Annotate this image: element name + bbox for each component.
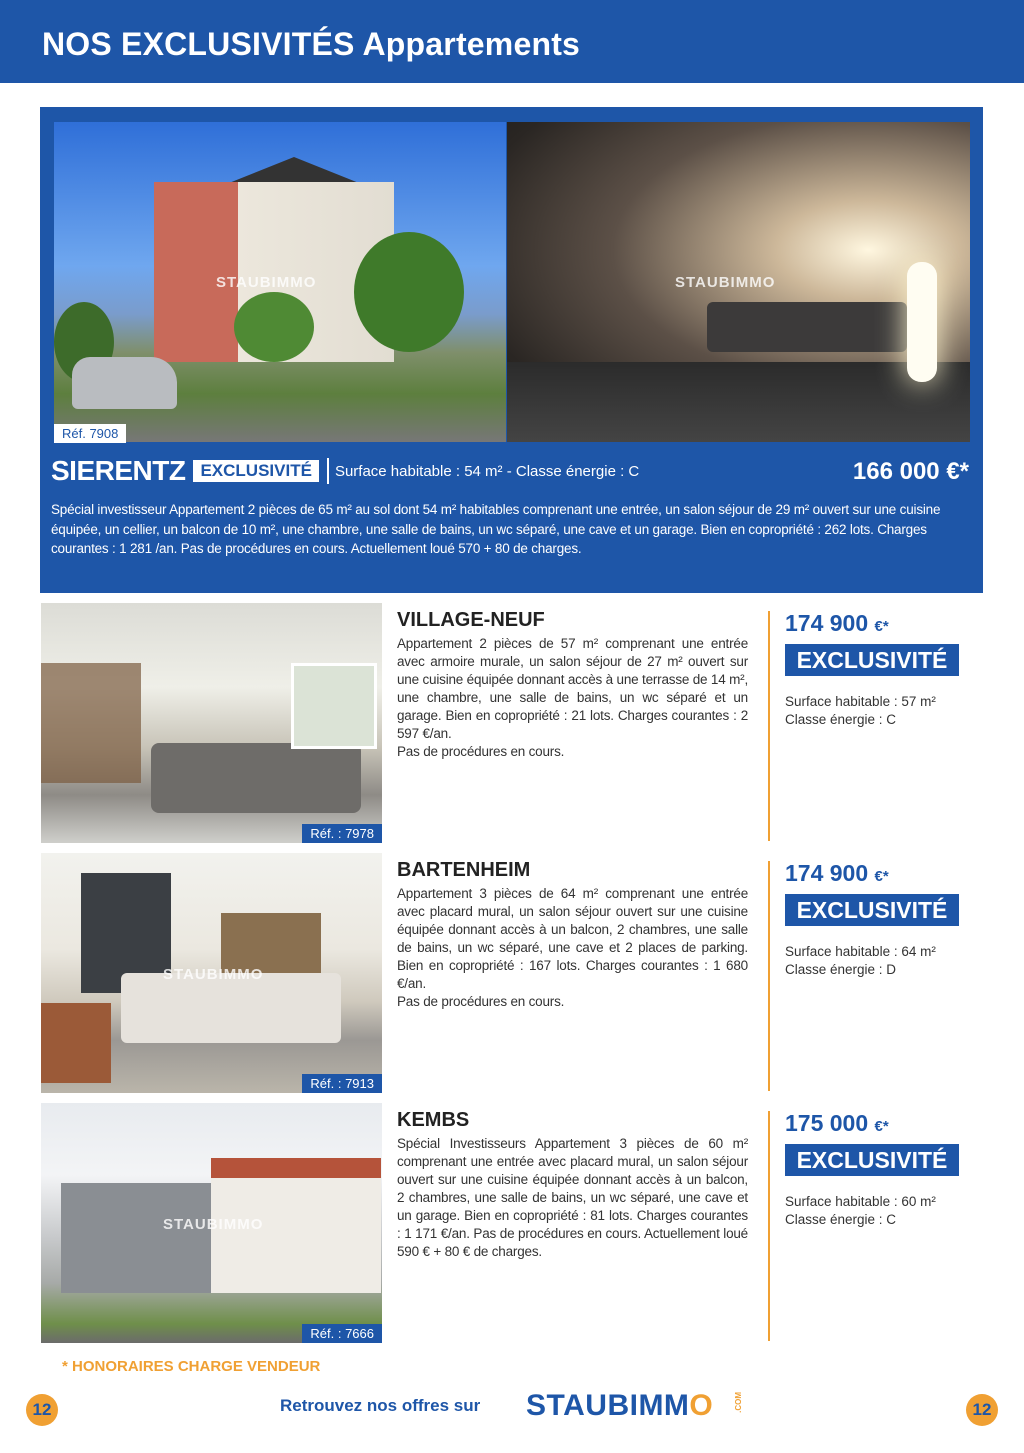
exclusivity-badge: EXCLUSIVITÉ — [193, 460, 318, 482]
listing-card[interactable] — [0, 603, 1024, 843]
listing-description-text: Appartement 3 pièces de 64 m² comprenant une entrée avec placard mural, un salon séjour ouvert sur une cuisine équipée donnant accès à un balcon, 2 chambres, une salle de bains, un wc séparé, une cave et 2 places de parking. Bien en copropriété : 167 lots. Charges courantes : 1 680 €/an. — [397, 886, 748, 991]
listing-meta — [785, 1193, 936, 1229]
listing-note: Pas de procédures en cours. — [397, 744, 565, 759]
car-shape — [72, 357, 177, 409]
listing-description — [397, 635, 748, 761]
featured-surface: Surface habitable : 54 m² - Classe énergie : C — [334, 462, 640, 480]
page-number-right: 12 — [966, 1394, 998, 1426]
exclusivity-badge: EXCLUSIVITÉ — [785, 894, 959, 926]
listing-ref: Réf. : 7666 — [302, 1324, 382, 1343]
listing-note: Pas de procédures en cours. — [397, 994, 565, 1009]
listing-description-text: Spécial Investisseurs Appartement 3 pièces de 60 m² comprenant une entrée avec placard mural, un salon séjour ouvert sur une cuisine équipée donnant accès à un balcon, 2 chambres, une salle de bains, un wc séparé, une cave et un garage. Bien en copropriété : 81 lots. Charges courantes : 1 171 €/an. Pas de procédures en cours. Actuellement loué 590 € + 80 € de charges. — [397, 1136, 748, 1259]
divider — [768, 611, 770, 841]
logo-text: STAUBIMM — [526, 1389, 690, 1422]
listing-ref: Réf. : 7978 — [302, 824, 382, 843]
staubimmo-logo[interactable] — [526, 1389, 713, 1423]
fee-footnote: * HONORAIRES CHARGE VENDEUR — [62, 1358, 321, 1375]
listing-photo — [41, 603, 382, 843]
listing-surface: Surface habitable : 64 m² — [785, 944, 936, 959]
sofa-shape — [151, 743, 361, 813]
table-shape — [41, 1003, 111, 1083]
listing-meta — [785, 693, 936, 729]
price-currency: €* — [874, 868, 889, 885]
listing-energy: Classe énergie : C — [785, 1212, 897, 1227]
lamp-shape — [907, 262, 937, 382]
featured-listing[interactable] — [40, 107, 983, 593]
featured-photo-exterior — [54, 122, 506, 442]
sofa-shape — [121, 973, 341, 1043]
divider — [768, 1111, 770, 1341]
price-value: 174 900 — [785, 860, 869, 886]
divider — [327, 458, 329, 484]
price-currency: €* — [874, 1118, 889, 1135]
listing-card[interactable] — [0, 1103, 1024, 1343]
featured-ref: Réf. 7908 — [54, 424, 126, 443]
listing-energy: Classe énergie : D — [785, 962, 897, 977]
floor-shape — [507, 362, 970, 442]
listing-city: KEMBS — [397, 1109, 470, 1131]
listing-description — [397, 885, 748, 1011]
page-header — [0, 0, 1024, 83]
listing-photo — [41, 853, 382, 1093]
page-title: NOS EXCLUSIVITÉS Appartements — [42, 26, 581, 62]
exclusivity-badge: EXCLUSIVITÉ — [785, 1144, 959, 1176]
watermark: STAUBIMMO — [163, 1216, 264, 1233]
listing-description-text: Appartement 2 pièces de 57 m² comprenant une entrée avec armoire murale, un salon séjour de 27 m² ouvert sur une cuisine équipée donnant accès à une terrasse de 14 m², une chambre, une salle de bains, un wc séparé et un garage. Bien en copropriété : 21 lots. Charges courantes : 2 597 €/an. — [397, 636, 748, 741]
listing-surface: Surface habitable : 57 m² — [785, 694, 936, 709]
featured-price: 166 000 €* — [852, 458, 969, 485]
watermark: STAUBIMMO — [216, 274, 317, 291]
watermark: STAUBIMMO — [163, 966, 264, 983]
featured-title-row — [51, 455, 639, 487]
featured-description: Spécial investisseur Appartement 2 pièces de 65 m² au sol dont 54 m² habitables comprenant une entrée, un salon séjour de 29 m² ouvert sur une cuisine équipée, un cellier, un balcon de 10 m², une chambre, une salle de bains, un wc séparé, une cave et un garage. Bien en copropriété : 262 lots. Charges courantes : 1 281 /an. Pas de procédures en cours. Actuellement loué 570 + 80 de charges. — [51, 502, 941, 556]
logo-com: .COM — [734, 1392, 743, 1413]
window-shape — [41, 663, 141, 783]
price-currency: €* — [874, 618, 889, 635]
featured-city: SIERENTZ — [51, 455, 186, 486]
tree-shape — [354, 232, 464, 352]
building-shape — [61, 1183, 211, 1293]
footer-tagline: Retrouvez nos offres sur — [280, 1396, 481, 1415]
watermark: STAUBIMMO — [675, 274, 776, 291]
page-number-left: 12 — [26, 1394, 58, 1426]
listing-photo — [41, 1103, 382, 1343]
listing-ref: Réf. : 7913 — [302, 1074, 382, 1093]
building-shape — [211, 1173, 381, 1293]
listing-price — [785, 860, 889, 887]
sofa-shape — [707, 302, 907, 352]
tree-shape — [234, 292, 314, 362]
window-shape — [291, 663, 377, 749]
listing-surface: Surface habitable : 60 m² — [785, 1194, 936, 1209]
featured-photo-interior — [507, 122, 970, 442]
listing-city: VILLAGE-NEUF — [397, 609, 545, 631]
listing-card[interactable] — [0, 853, 1024, 1093]
listing-description — [397, 1135, 748, 1261]
price-value: 175 000 — [785, 1110, 869, 1136]
listing-price — [785, 1110, 889, 1137]
roof-shape — [211, 1158, 381, 1178]
exclusivity-badge: EXCLUSIVITÉ — [785, 644, 959, 676]
logo-o: O — [689, 1389, 714, 1422]
listing-meta — [785, 943, 936, 979]
listing-city: BARTENHEIM — [397, 859, 531, 881]
listing-energy: Classe énergie : C — [785, 712, 897, 727]
listing-price — [785, 610, 889, 637]
price-value: 174 900 — [785, 610, 869, 636]
divider — [768, 861, 770, 1091]
